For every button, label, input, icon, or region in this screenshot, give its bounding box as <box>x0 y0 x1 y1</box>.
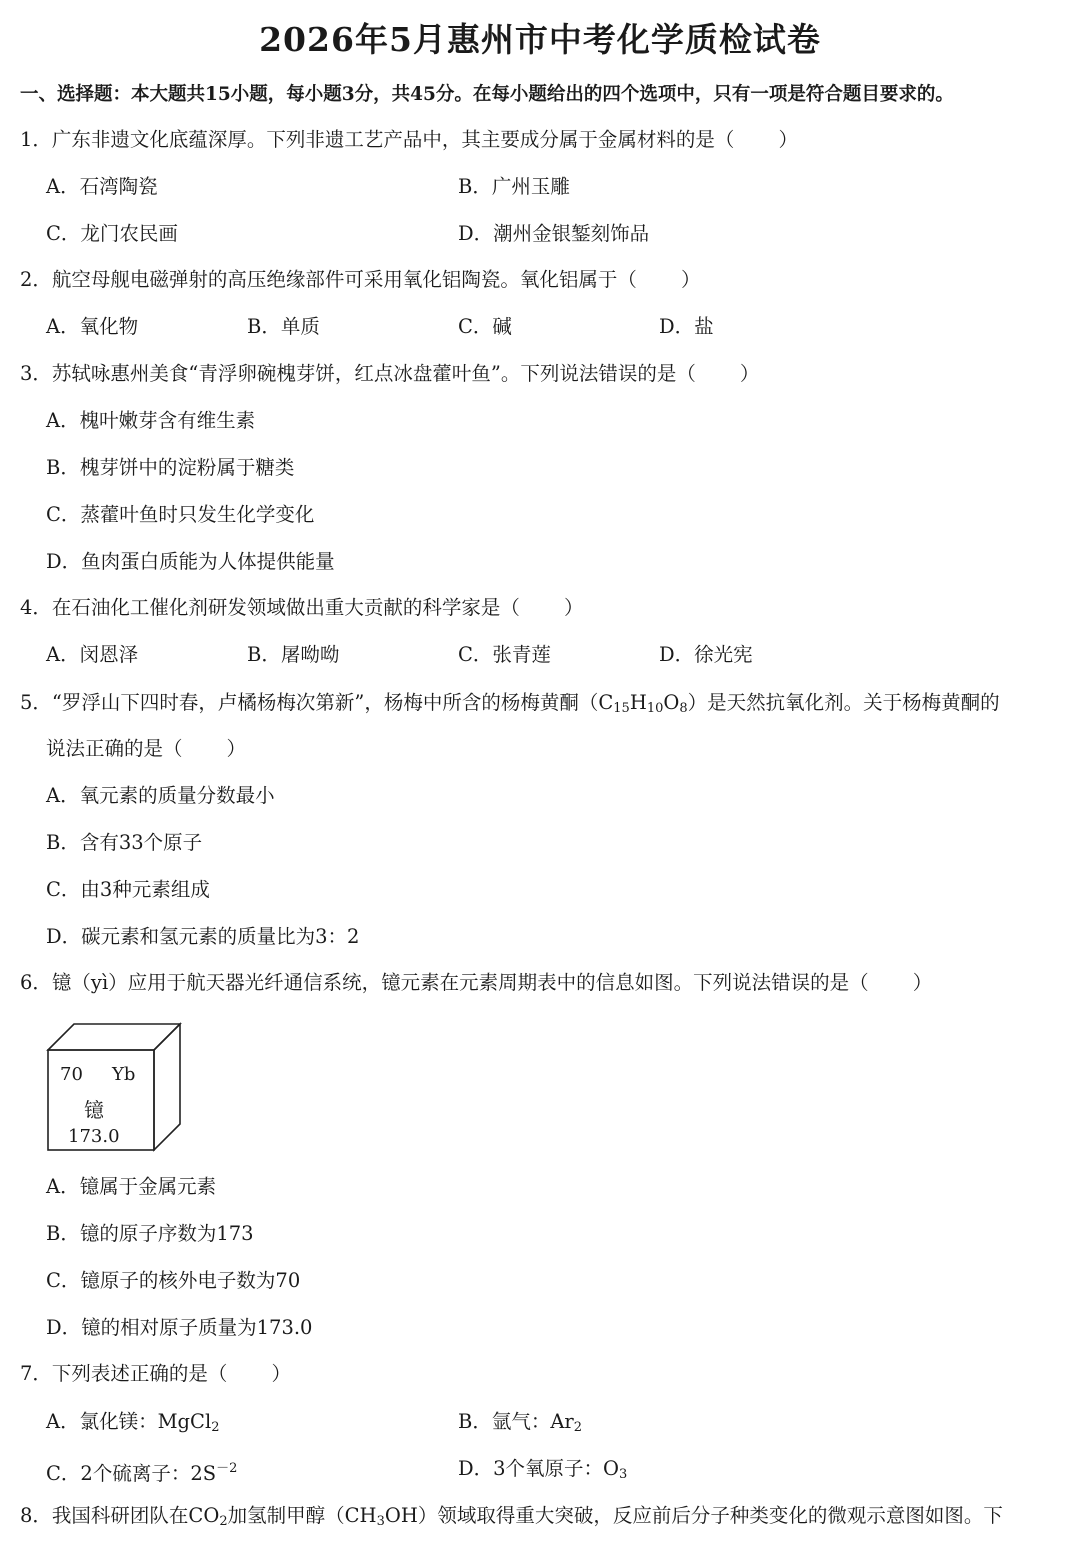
q7-option-a: A．氯化镁：MgCl$_2$ <box>46 1410 220 1435</box>
question-5: 5．“罗浮山下四时春，卢橘杨梅次第新”，杨梅中所含的杨梅黄酮$(C_{15}H_{10}O_8)$是天然抗氧化剂。关于杨梅黄酮的 <box>20 691 1000 716</box>
question-5-cont: 说法正确的是（ ） <box>46 737 247 760</box>
question-6-stem: 镱（yì）应用于航天器光纤通信系统，镱元素在元素周期表中的信息如图。下列说法错误的是（ <box>51 971 869 994</box>
question-2: 2．航空母舰电磁弹射的高压绝缘部件可采用氧化铝陶瓷。氧化铝属于（ ） <box>20 268 701 291</box>
q2-option-b: B．单质 <box>247 315 320 338</box>
q3-option-d: D．鱼肉蛋白质能为人体提供能量 <box>46 550 335 573</box>
question-1-stem: 广东非遗文化底蕴深厚。下列非遗工艺产品中，其主要成分属于金属材料的是（ <box>51 128 735 151</box>
q5-option-c: C．由3种元素组成 <box>46 878 210 901</box>
q5-option-a: A．氧元素的质量分数最小 <box>46 784 275 807</box>
q4-option-c: C．张青莲 <box>458 643 551 666</box>
question-6: 6．镱（yì）应用于航天器光纤通信系统，镱元素在元素周期表中的信息如图。下列说法错误的是（ ） <box>20 971 933 994</box>
q4-option-a: A．闵恩泽 <box>46 643 139 666</box>
q1-option-c: C．龙门农民画 <box>46 222 178 245</box>
element-name: 镱 <box>84 1098 104 1122</box>
q5-option-b: B．含有33个原子 <box>46 831 203 854</box>
element-symbol: Yb <box>112 1064 136 1085</box>
q5-option-d: D．碳元素和氢元素的质量比为3：2 <box>46 925 360 948</box>
question-3: 3．苏轼咏惠州美食“青浮卵碗槐芽饼，红点冰盘藿叶鱼”。下列说法错误的是（ ） <box>20 362 760 385</box>
q7-option-d: D．3个氧原子：$O_3$ <box>458 1457 628 1482</box>
question-4-stem: 在石油化工催化剂研发领域做出重大贡献的科学家是（ <box>51 596 520 619</box>
q1-option-a: A．石湾陶瓷 <box>46 175 158 198</box>
q7-option-c: C．2个硫离子：$2S^{-2}$ <box>46 1461 238 1485</box>
q2-option-c: C．碱 <box>458 315 512 338</box>
q6-option-b: B．镱的原子序数为173 <box>46 1222 254 1245</box>
element-cell-figure <box>46 1022 182 1152</box>
question-8: 8．我国科研团队在$CO_2$加氢制甲醇$(CH_3OH)$领域取得重大突破，反应前后分子种类变化的微观示意图如图。下 <box>20 1504 1003 1529</box>
atomic-number: 70 <box>60 1064 83 1085</box>
q3-option-a: A．槐叶嫩芽含有维生素 <box>46 409 256 432</box>
question-7-stem: 下列表述正确的是（ <box>51 1362 228 1385</box>
question-3-stem: 苏轼咏惠州美食“青浮卵碗槐芽饼，红点冰盘藿叶鱼”。下列说法错误的是（ <box>51 362 696 385</box>
q3-option-b: B．槐芽饼中的淀粉属于糖类 <box>46 456 295 479</box>
q1-option-b: B．广州玉雕 <box>458 175 570 198</box>
q6-option-c: C．镱原子的核外电子数为70 <box>46 1269 301 1292</box>
question-7: 7．下列表述正确的是（ ） <box>20 1362 291 1385</box>
q2-option-d: D．盐 <box>659 315 714 338</box>
page-title: 2026年5月惠州市中考化学质检试卷 <box>259 20 821 59</box>
q4-option-b: B．屠呦呦 <box>247 643 340 666</box>
q6-option-d: D．镱的相对原子质量为173.0 <box>46 1316 313 1339</box>
question-1: 1．广东非遗文化底蕴深厚。下列非遗工艺产品中，其主要成分属于金属材料的是（ ） <box>20 128 798 151</box>
q6-option-a: A．镱属于金属元素 <box>46 1175 217 1198</box>
section-heading: 一、选择题：本大题共15小题，每小题3分，共45分。在每小题给出的四个选项中，只有一项是符合题目要求的。 <box>20 84 954 105</box>
q4-option-d: D．徐光宪 <box>659 643 753 666</box>
q2-option-a: A．氧化物 <box>46 315 139 338</box>
question-2-stem: 航空母舰电磁弹射的高压绝缘部件可采用氧化铝陶瓷。氧化铝属于（ <box>51 268 637 291</box>
q1-option-d: D．潮州金银錾刻饰品 <box>458 222 650 245</box>
atomic-mass: 173.0 <box>68 1126 120 1147</box>
q7-option-b: B．氩气：$Ar_2$ <box>458 1410 583 1435</box>
q3-option-c: C．蒸藿叶鱼时只发生化学变化 <box>46 503 315 526</box>
question-4: 4．在石油化工催化剂研发领域做出重大贡献的科学家是（ ） <box>20 596 584 619</box>
